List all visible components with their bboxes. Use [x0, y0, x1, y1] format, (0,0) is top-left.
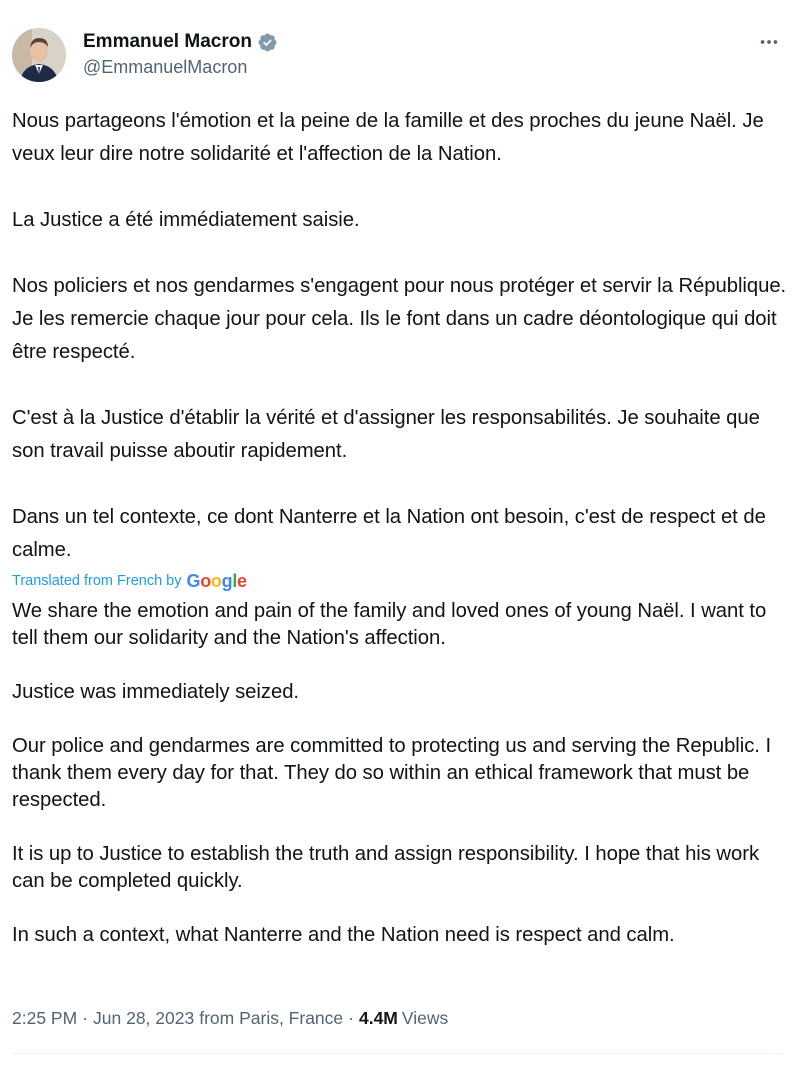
divider: [12, 1053, 782, 1054]
views-count[interactable]: 4.4M: [358, 1007, 398, 1028]
google-logo-letter: o: [200, 570, 211, 591]
tweet-time[interactable]: 2:25 PM: [12, 1007, 78, 1028]
tweet-original-text: Nous partageons l'émotion et la peine de la famille et des proches du jeune Naël. Je veux leur dire notre solidarité et l'affection de la Nation. La Justice a été immédiatement saisie. Nos policiers et nos gendarmes s'engagent pour nous protéger et servir la République. Je les remercie chaque jour pour cela. Ils le font dans un cadre déontologique qui doit être respecté. C'est à la Justice d'établir la vérité et d'assigner les responsabilités. Je souhaite que son travail puisse aboutir rapidement. Dans un tel contexte, ce dont Nanterre et la Nation ont besoin, c'est de respect et de calme.: [12, 110, 787, 561]
author-names: [83, 29, 278, 78]
author-display-name[interactable]: Emmanuel Macron: [83, 31, 252, 52]
translation-attribution[interactable]: [12, 570, 247, 592]
tweet-date[interactable]: Jun 28, 2023: [93, 1007, 195, 1028]
google-logo-letter: e: [237, 570, 247, 591]
tweet-translated-text: We share the emotion and pain of the family and loved ones of young Naël. I want to tell them our solidarity and the Nation's affection. Justice was immediately seized. Our police and gendarmes are committed to protecting us and serving the Republic. I thank them every day for that. They do so within an ethical framework that must be respected. It is up to Justice to establish the truth and assign responsibility. I hope that his work can be completed quickly. In such a context, what Nanterre and the Nation need is respect and calm.: [12, 600, 772, 946]
google-logo-letter: g: [221, 570, 233, 591]
verified-badge-icon[interactable]: [257, 32, 278, 53]
avatar-image: [12, 28, 66, 82]
tweet-location: from Paris, France: [199, 1007, 344, 1028]
google-logo: [187, 571, 247, 592]
tweet-header: [12, 26, 794, 86]
author-handle[interactable]: @EmmanuelMacron: [83, 57, 248, 77]
views-label: Views: [401, 1007, 449, 1028]
meta-separator: ·: [82, 1007, 89, 1028]
translated-label: Translated from French by: [12, 573, 182, 589]
tweet-meta: [12, 1006, 448, 1030]
google-logo-letter: G: [186, 570, 201, 591]
avatar[interactable]: [12, 28, 66, 82]
google-logo-letter: o: [210, 570, 222, 591]
more-horizontal-icon[interactable]: [754, 30, 784, 54]
google-logo-letter: l: [232, 570, 238, 591]
meta-separator-2: ·: [348, 1007, 354, 1028]
